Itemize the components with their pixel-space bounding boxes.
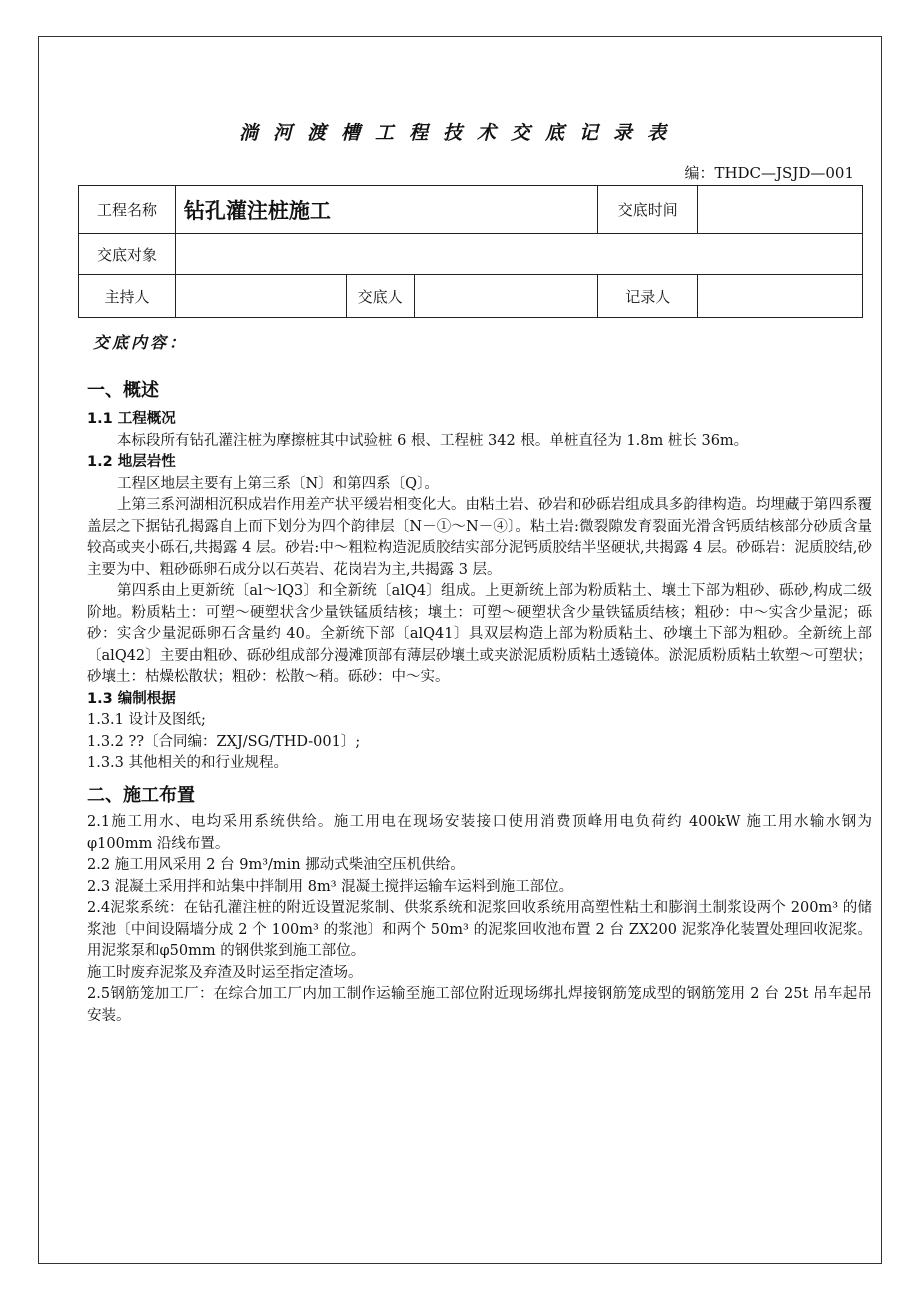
section-1-2-title: 1.2 地层岩性 xyxy=(87,454,176,470)
section-1-3-1: 1.3.1 设计及图纸; xyxy=(87,712,206,728)
handover-time-label: 交底时间 xyxy=(598,186,698,234)
document-title: 淌河渡槽工程技术交底记录表 xyxy=(238,122,681,144)
section-1-3-title: 1.3 编制根据 xyxy=(87,690,176,707)
section-1-1-title: 1.1 工程概况 xyxy=(87,411,176,427)
section-1-2-text-1: 工程区地层主要有上第三系〔N〕和第四系〔Q〕。 xyxy=(117,475,439,492)
section-2-2: 2.2 施工用风采用 2 台 9m³/min 挪动式柴油空压机供给。 xyxy=(87,857,465,873)
host-label: 主持人 xyxy=(79,275,176,318)
handover-target-label: 交底对象 xyxy=(79,234,176,275)
content-body xyxy=(87,325,872,1027)
host-value xyxy=(175,275,346,318)
section-1-3-2: 1.3.2 ??〔合同编：ZXJ/SG/THD-001〕; xyxy=(87,733,361,750)
presenter-value xyxy=(414,275,598,318)
section-1-2-text-2: 上第三系河湖相沉积成岩作用差产状平缓岩相变化大。由粘土岩、砂岩和砂砾岩组成具多韵律构造。均埋藏于第四系覆盖层之下据钻孔揭露自上而下划分为四个韵律层〔N－①～N－④〕。粘土岩:微裂隙发育裂面光滑含钙质结核部分砂质含量较高或夹小砾石,共揭露 4 层。砂岩:中～粗粒构造泥质胶结实部分泥钙质胶结半坚硬状,共揭露 4 层。砂砾岩：泥质胶结,砂主要为中、粗砂砾卵石成分以石英岩、花岗岩为主,共揭露 3 层。 xyxy=(87,497,872,578)
handover-target-value xyxy=(175,234,862,275)
recorder-label: 记录人 xyxy=(598,275,698,318)
section-2-title: 二、施工布置 xyxy=(87,784,195,806)
project-name-value: 钻孔灌注桩施工 xyxy=(175,186,597,234)
header-table xyxy=(78,185,863,318)
project-name-label: 工程名称 xyxy=(79,186,176,234)
handover-time-value xyxy=(698,186,863,234)
presenter-label: 交底人 xyxy=(346,275,414,318)
section-1-1-text: 本标段所有钻孔灌注桩为摩擦桩其中试验桩 6 根、工程桩 342 根。单桩直径为 1.8m 桩长 36m。 xyxy=(117,432,749,449)
document-number: 编：THDC—JSJD—001 xyxy=(684,164,854,182)
section-2-5: 2.5钢筋笼加工厂：在综合加工厂内加工制作运输至施工部位附近现场绑扎焊接钢筋笼成型的钢筋笼用 2 台 25t 吊车起吊安装。 xyxy=(87,986,872,1024)
section-2-4: 2.4泥浆系统：在钻孔灌注桩的附近设置泥浆制、供浆系统和泥浆回收系统用高塑性粘土和膨润土制浆设两个 200m³ 的储浆池〔中间设隔墙分成 2 个 100m³ 的浆池〕和两个 50m³ 的泥浆回收池布置 2 台 ZX200 泥浆净化装置处理回收泥浆。用泥浆泵和φ50mm 的钢供浆到施工部位。 xyxy=(87,900,872,959)
section-2-1: 2.1施工用水、电均采用系统供给。施工用电在现场安装接口使用消费顶峰用电负荷约 400kW 施工用水输水钢为φ100mm 沿线布置。 xyxy=(87,814,872,852)
section-1-title: 一、概述 xyxy=(87,379,159,401)
section-2-3: 2.3 混凝土采用拌和站集中拌制用 8m³ 混凝土搅拌运输车运料到施工部位。 xyxy=(87,878,574,895)
section-2-4-note: 施工时废弃泥浆及弃渣及时运至指定渣场。 xyxy=(87,964,363,981)
section-1-3-3: 1.3.3 其他相关的和行业规程。 xyxy=(87,755,289,771)
content-label: 交底内容： xyxy=(93,333,189,352)
section-1-2-text-3: 第四系由上更新统〔al～lQ3〕和全新统〔alQ4〕组成。上更新统上部为粉质粘土、壤土下部为粗砂、砾砂,构成二级阶地。粉质粘土：可塑～硬塑状含少量铁锰质结核；壤土：可塑～硬塑状含少量铁锰质结核；粗砂：中～实含少量泥；砾砂：实含少量泥砾卵石含量约 40。全新统下部〔alQ41〕具双层构造上部为粉质粘土、砂壤土下部为粗砂。全新统上部〔alQ42〕主要由粗砂、砾砂组成部分漫滩顶部有薄层砂壤土或夹淤泥质粉质粘土透镜体。淤泥质粉质粘土软塑～可塑状；砂壤土：枯燥松散状；粗砂：松散～稍。砾砂：中～实。 xyxy=(87,583,872,685)
recorder-value xyxy=(698,275,863,318)
